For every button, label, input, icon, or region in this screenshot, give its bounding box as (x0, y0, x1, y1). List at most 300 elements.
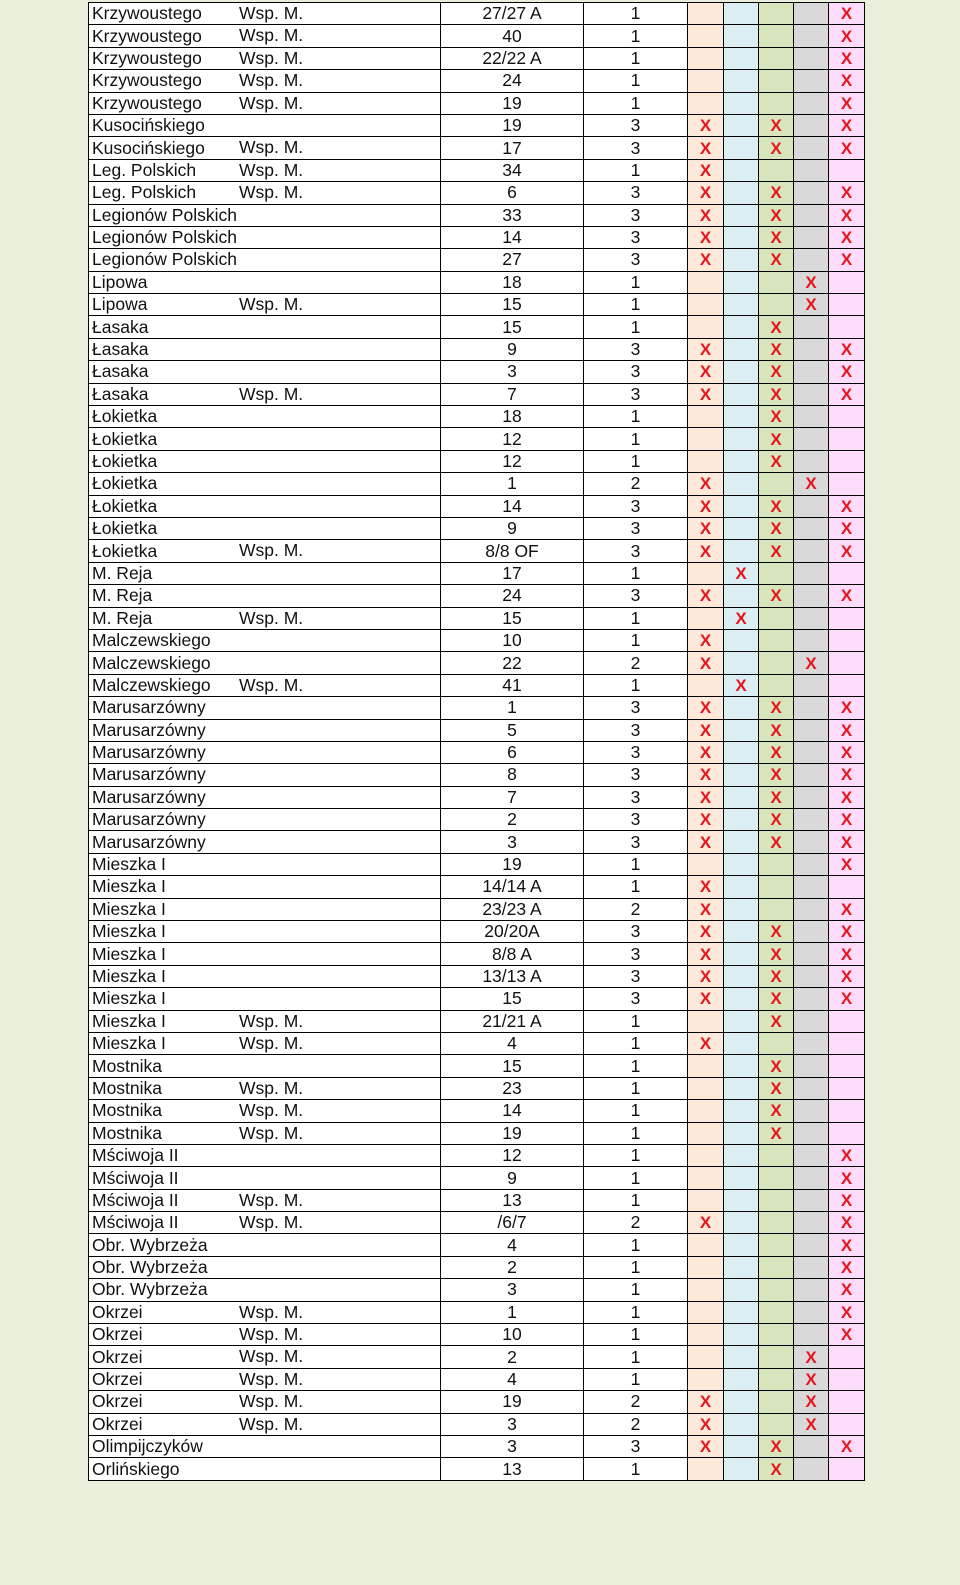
mark-cell-1: X (688, 629, 724, 651)
building-number: 3 (441, 361, 584, 383)
mark-cell-5: X (829, 495, 865, 517)
mark-cell-2 (724, 764, 759, 786)
mark-cell-1: X (688, 786, 724, 808)
table-row (89, 1413, 865, 1435)
street-cell (89, 876, 441, 898)
mark-cell-5: X (829, 988, 865, 1010)
container-count: 2 (584, 652, 688, 674)
mark-cell-3 (759, 70, 794, 92)
building-number: 10 (441, 1324, 584, 1346)
mark-cell-5: X (829, 943, 865, 965)
mark-cell-2: X (724, 674, 759, 696)
mark-cell-1 (688, 1100, 724, 1122)
mark-cell-4: X (794, 473, 829, 495)
mark-cell-4: X (794, 294, 829, 316)
mark-cell-5: X (829, 719, 865, 741)
ownership-note: Wsp. M. (239, 1212, 304, 1233)
street-name: M. Reja (92, 585, 153, 606)
mark-cell-4 (794, 1100, 829, 1122)
mark-cell-4 (794, 361, 829, 383)
street-name: Leg. Polskich (92, 182, 197, 203)
mark-cell-1: X (688, 965, 724, 987)
mark-cell-5 (829, 1010, 865, 1032)
street-cell (89, 652, 441, 674)
building-number: 9 (441, 517, 584, 539)
container-count: 3 (584, 697, 688, 719)
mark-cell-4 (794, 585, 829, 607)
mark-cell-1 (688, 1301, 724, 1323)
street-cell (89, 294, 441, 316)
mark-cell-3 (759, 629, 794, 651)
mark-cell-2 (724, 92, 759, 114)
mark-cell-1: X (688, 898, 724, 920)
mark-cell-3: X (759, 921, 794, 943)
mark-cell-3: X (759, 114, 794, 136)
street-cell (89, 988, 441, 1010)
mark-cell-3: X (759, 1458, 794, 1480)
street-cell (89, 540, 441, 562)
mark-cell-2 (724, 1413, 759, 1435)
mark-cell-5: X (829, 1144, 865, 1166)
mark-cell-4 (794, 517, 829, 539)
mark-cell-3: X (759, 719, 794, 741)
table-row (89, 540, 865, 562)
mark-cell-2 (724, 137, 759, 159)
street-cell (89, 92, 441, 114)
street-cell (89, 361, 441, 383)
street-cell (89, 1077, 441, 1099)
mark-cell-1 (688, 1167, 724, 1189)
mark-cell-4 (794, 1032, 829, 1054)
container-count: 1 (584, 406, 688, 428)
street-name: Kusocińskiego (92, 115, 205, 136)
container-count: 3 (584, 226, 688, 248)
mark-cell-2 (724, 1346, 759, 1368)
mark-cell-4 (794, 921, 829, 943)
mark-cell-5 (829, 1077, 865, 1099)
street-cell (89, 3, 441, 25)
mark-cell-2 (724, 585, 759, 607)
building-number: 7 (441, 786, 584, 808)
mark-cell-3: X (759, 182, 794, 204)
mark-cell-4 (794, 943, 829, 965)
street-name: Krzywoustego (92, 92, 202, 113)
street-name: Lipowa (92, 271, 148, 292)
street-name: Mieszka I (92, 988, 166, 1009)
ownership-note: Wsp. M. (239, 3, 304, 23)
building-number: 1 (441, 697, 584, 719)
container-count: 1 (584, 853, 688, 875)
building-number: 15 (441, 1055, 584, 1077)
mark-cell-1: X (688, 1413, 724, 1435)
mark-cell-2 (724, 921, 759, 943)
mark-cell-2 (724, 1458, 759, 1480)
building-number: 27 (441, 249, 584, 271)
container-count: 3 (584, 114, 688, 136)
container-count: 2 (584, 1212, 688, 1234)
mark-cell-1 (688, 316, 724, 338)
street-name: M. Reja (92, 562, 153, 583)
container-count: 1 (584, 1032, 688, 1054)
table-row (89, 786, 865, 808)
mark-cell-1 (688, 1368, 724, 1390)
street-cell (89, 921, 441, 943)
ownership-note: Wsp. M. (239, 294, 304, 315)
mark-cell-4 (794, 988, 829, 1010)
mark-cell-1 (688, 1234, 724, 1256)
mark-cell-2 (724, 450, 759, 472)
street-name: Leg. Polskich (92, 159, 197, 180)
mark-cell-1 (688, 92, 724, 114)
mark-cell-5 (829, 562, 865, 584)
building-number: 12 (441, 1144, 584, 1166)
mark-cell-3 (759, 1234, 794, 1256)
street-cell (89, 943, 441, 965)
street-cell (89, 809, 441, 831)
mark-cell-5 (829, 1368, 865, 1390)
street-cell (89, 1010, 441, 1032)
mark-cell-2 (724, 1391, 759, 1413)
table-row (89, 1167, 865, 1189)
mark-cell-3: X (759, 495, 794, 517)
street-cell (89, 1279, 441, 1301)
mark-cell-2 (724, 741, 759, 763)
mark-cell-5: X (829, 25, 865, 47)
mark-cell-4 (794, 629, 829, 651)
container-count: 1 (584, 1055, 688, 1077)
mark-cell-4 (794, 3, 829, 25)
container-count: 1 (584, 629, 688, 651)
mark-cell-4: X (794, 1391, 829, 1413)
mark-cell-1: X (688, 585, 724, 607)
street-name: Marusarzówny (92, 719, 206, 740)
mark-cell-1: X (688, 1032, 724, 1054)
mark-cell-4 (794, 831, 829, 853)
mark-cell-5: X (829, 361, 865, 383)
container-count: 1 (584, 1256, 688, 1278)
container-count: 2 (584, 473, 688, 495)
mark-cell-4 (794, 853, 829, 875)
mark-cell-1: X (688, 249, 724, 271)
street-cell (89, 159, 441, 181)
street-name: Malczewskiego (92, 652, 211, 673)
street-cell (89, 741, 441, 763)
mark-cell-4 (794, 1010, 829, 1032)
street-name: Łokietka (92, 451, 158, 471)
mark-cell-2 (724, 1368, 759, 1390)
mark-cell-5: X (829, 1234, 865, 1256)
container-count: 1 (584, 1189, 688, 1211)
mark-cell-5: X (829, 831, 865, 853)
mark-cell-3 (759, 607, 794, 629)
building-number: 23/23 A (441, 898, 584, 920)
mark-cell-1 (688, 271, 724, 293)
table-row (89, 831, 865, 853)
mark-cell-5: X (829, 764, 865, 786)
mark-cell-2 (724, 47, 759, 69)
container-count: 3 (584, 182, 688, 204)
mark-cell-4 (794, 70, 829, 92)
mark-cell-3: X (759, 786, 794, 808)
mark-cell-5: X (829, 1301, 865, 1323)
building-number: 19 (441, 1122, 584, 1144)
mark-cell-4 (794, 697, 829, 719)
street-cell (89, 473, 441, 495)
mark-cell-1 (688, 47, 724, 69)
street-name: Marusarzówny (92, 831, 206, 852)
mark-cell-3 (759, 1189, 794, 1211)
mark-cell-5: X (829, 3, 865, 25)
mark-cell-5: X (829, 540, 865, 562)
mark-cell-1: X (688, 473, 724, 495)
table-row (89, 1189, 865, 1211)
table-row (89, 585, 865, 607)
mark-cell-4: X (794, 271, 829, 293)
building-number: 3 (441, 1413, 584, 1435)
street-name: Kusocińskiego (92, 137, 205, 158)
building-number: 19 (441, 114, 584, 136)
container-count: 1 (584, 1100, 688, 1122)
mark-cell-4 (794, 876, 829, 898)
mark-cell-1: X (688, 652, 724, 674)
mark-cell-5 (829, 629, 865, 651)
building-number: 4 (441, 1032, 584, 1054)
street-name: M. Reja (92, 607, 153, 628)
mark-cell-1 (688, 1324, 724, 1346)
mark-cell-4 (794, 786, 829, 808)
street-name: Okrzei (92, 1346, 143, 1367)
building-number: 17 (441, 137, 584, 159)
mark-cell-2 (724, 1010, 759, 1032)
ownership-note: Wsp. M. (239, 1100, 304, 1121)
mark-cell-3 (759, 271, 794, 293)
table-row (89, 450, 865, 472)
mark-cell-4 (794, 1055, 829, 1077)
street-name: Mieszka I (92, 965, 166, 986)
mark-cell-2 (724, 159, 759, 181)
ownership-note: Wsp. M. (239, 674, 304, 695)
mark-cell-3: X (759, 450, 794, 472)
table-row (89, 1346, 865, 1368)
building-number: 22/22 A (441, 47, 584, 69)
street-name: Łasaka (92, 383, 149, 404)
street-cell (89, 562, 441, 584)
container-count: 3 (584, 249, 688, 271)
mark-cell-1 (688, 1010, 724, 1032)
container-count: 3 (584, 137, 688, 159)
mark-cell-4 (794, 719, 829, 741)
mark-cell-1: X (688, 338, 724, 360)
mark-cell-2 (724, 226, 759, 248)
table-row (89, 1324, 865, 1346)
mark-cell-1: X (688, 876, 724, 898)
mark-cell-3: X (759, 764, 794, 786)
mark-cell-1 (688, 1189, 724, 1211)
container-count: 3 (584, 383, 688, 405)
building-number: 14 (441, 1100, 584, 1122)
table-row (89, 741, 865, 763)
building-number: 3 (441, 1279, 584, 1301)
table-row (89, 1368, 865, 1390)
street-cell (89, 1346, 441, 1368)
street-cell (89, 1324, 441, 1346)
mark-cell-3 (759, 3, 794, 25)
mark-cell-3: X (759, 1010, 794, 1032)
mark-cell-2 (724, 1032, 759, 1054)
mark-cell-3 (759, 1212, 794, 1234)
street-cell (89, 1458, 441, 1480)
building-number: 6 (441, 182, 584, 204)
street-cell (89, 831, 441, 853)
container-count: 3 (584, 204, 688, 226)
mark-cell-4: X (794, 1413, 829, 1435)
mark-cell-3: X (759, 406, 794, 428)
mark-cell-5: X (829, 517, 865, 539)
container-count: 1 (584, 1324, 688, 1346)
mark-cell-3: X (759, 943, 794, 965)
street-name: Okrzei (92, 1391, 143, 1412)
building-number: /6/7 (441, 1212, 584, 1234)
mark-cell-3 (759, 1301, 794, 1323)
street-name: Obr. Wybrzeża (92, 1257, 208, 1278)
street-name: Mieszka I (92, 1033, 166, 1054)
table-row (89, 1301, 865, 1323)
street-cell (89, 182, 441, 204)
mark-cell-3: X (759, 988, 794, 1010)
building-number: 2 (441, 1346, 584, 1368)
table-row (89, 1122, 865, 1144)
mark-cell-2 (724, 1279, 759, 1301)
street-name: Okrzei (92, 1324, 143, 1345)
mark-cell-2 (724, 1144, 759, 1166)
container-count: 3 (584, 361, 688, 383)
mark-cell-3: X (759, 338, 794, 360)
mark-cell-1 (688, 1458, 724, 1480)
mark-cell-4 (794, 1077, 829, 1099)
mark-cell-3 (759, 853, 794, 875)
container-count: 1 (584, 1279, 688, 1301)
container-count: 3 (584, 741, 688, 763)
mark-cell-4 (794, 114, 829, 136)
mark-cell-4 (794, 137, 829, 159)
mark-cell-2 (724, 1436, 759, 1458)
mark-cell-1: X (688, 943, 724, 965)
mark-cell-2 (724, 697, 759, 719)
mark-cell-5 (829, 294, 865, 316)
street-cell (89, 517, 441, 539)
mark-cell-5 (829, 406, 865, 428)
street-cell (89, 1100, 441, 1122)
mark-cell-5: X (829, 1189, 865, 1211)
table-row (89, 92, 865, 114)
mark-cell-4 (794, 1234, 829, 1256)
mark-cell-5: X (829, 92, 865, 114)
building-number: 24 (441, 585, 584, 607)
mark-cell-2 (724, 898, 759, 920)
street-name: Łasaka (92, 316, 149, 337)
street-cell (89, 965, 441, 987)
mark-cell-1 (688, 70, 724, 92)
container-count: 3 (584, 809, 688, 831)
mark-cell-2 (724, 114, 759, 136)
mark-cell-1 (688, 1144, 724, 1166)
ownership-note: Wsp. M. (239, 540, 304, 561)
mark-cell-5 (829, 1458, 865, 1480)
table-row (89, 697, 865, 719)
mark-cell-3 (759, 294, 794, 316)
mark-cell-4 (794, 1436, 829, 1458)
mark-cell-3 (759, 1279, 794, 1301)
building-number: 4 (441, 1234, 584, 1256)
mark-cell-1 (688, 562, 724, 584)
mark-cell-3: X (759, 137, 794, 159)
container-count: 1 (584, 1368, 688, 1390)
mark-cell-3: X (759, 428, 794, 450)
mark-cell-2 (724, 831, 759, 853)
ownership-note: Wsp. M. (239, 1010, 304, 1031)
street-name: Obr. Wybrzeża (92, 1234, 208, 1255)
mark-cell-5: X (829, 697, 865, 719)
street-cell (89, 338, 441, 360)
table-row (89, 988, 865, 1010)
table-row (89, 719, 865, 741)
container-count: 1 (584, 1167, 688, 1189)
mark-cell-3 (759, 674, 794, 696)
street-cell (89, 25, 441, 47)
table-row (89, 226, 865, 248)
mark-cell-4 (794, 1279, 829, 1301)
mark-cell-4 (794, 92, 829, 114)
mark-cell-2 (724, 204, 759, 226)
mark-cell-1: X (688, 1391, 724, 1413)
table-row (89, 1212, 865, 1234)
mark-cell-3 (759, 1368, 794, 1390)
street-cell (89, 719, 441, 741)
building-number: 1 (441, 473, 584, 495)
table-row (89, 294, 865, 316)
ownership-note: Wsp. M. (239, 47, 304, 68)
table-row (89, 406, 865, 428)
street-name: Mściwoja II (92, 1167, 179, 1188)
mark-cell-5 (829, 159, 865, 181)
mark-cell-2: X (724, 562, 759, 584)
mark-cell-5: X (829, 921, 865, 943)
table-row (89, 943, 865, 965)
ownership-note: Wsp. M. (239, 1346, 304, 1367)
mark-cell-3: X (759, 383, 794, 405)
building-number: 8/8 OF (441, 540, 584, 562)
mark-cell-4 (794, 607, 829, 629)
mark-cell-5: X (829, 70, 865, 92)
mark-cell-5 (829, 428, 865, 450)
street-name: Marusarzówny (92, 742, 206, 763)
table-row (89, 764, 865, 786)
mark-cell-2 (724, 1122, 759, 1144)
mark-cell-3: X (759, 226, 794, 248)
container-count: 3 (584, 943, 688, 965)
mark-cell-2 (724, 316, 759, 338)
street-cell (89, 1055, 441, 1077)
container-count: 1 (584, 1458, 688, 1480)
mark-cell-5: X (829, 338, 865, 360)
table-row (89, 383, 865, 405)
mark-cell-2 (724, 1189, 759, 1211)
mark-cell-5: X (829, 1212, 865, 1234)
building-number: 2 (441, 809, 584, 831)
table-row (89, 361, 865, 383)
mark-cell-4 (794, 428, 829, 450)
mark-cell-4 (794, 1256, 829, 1278)
